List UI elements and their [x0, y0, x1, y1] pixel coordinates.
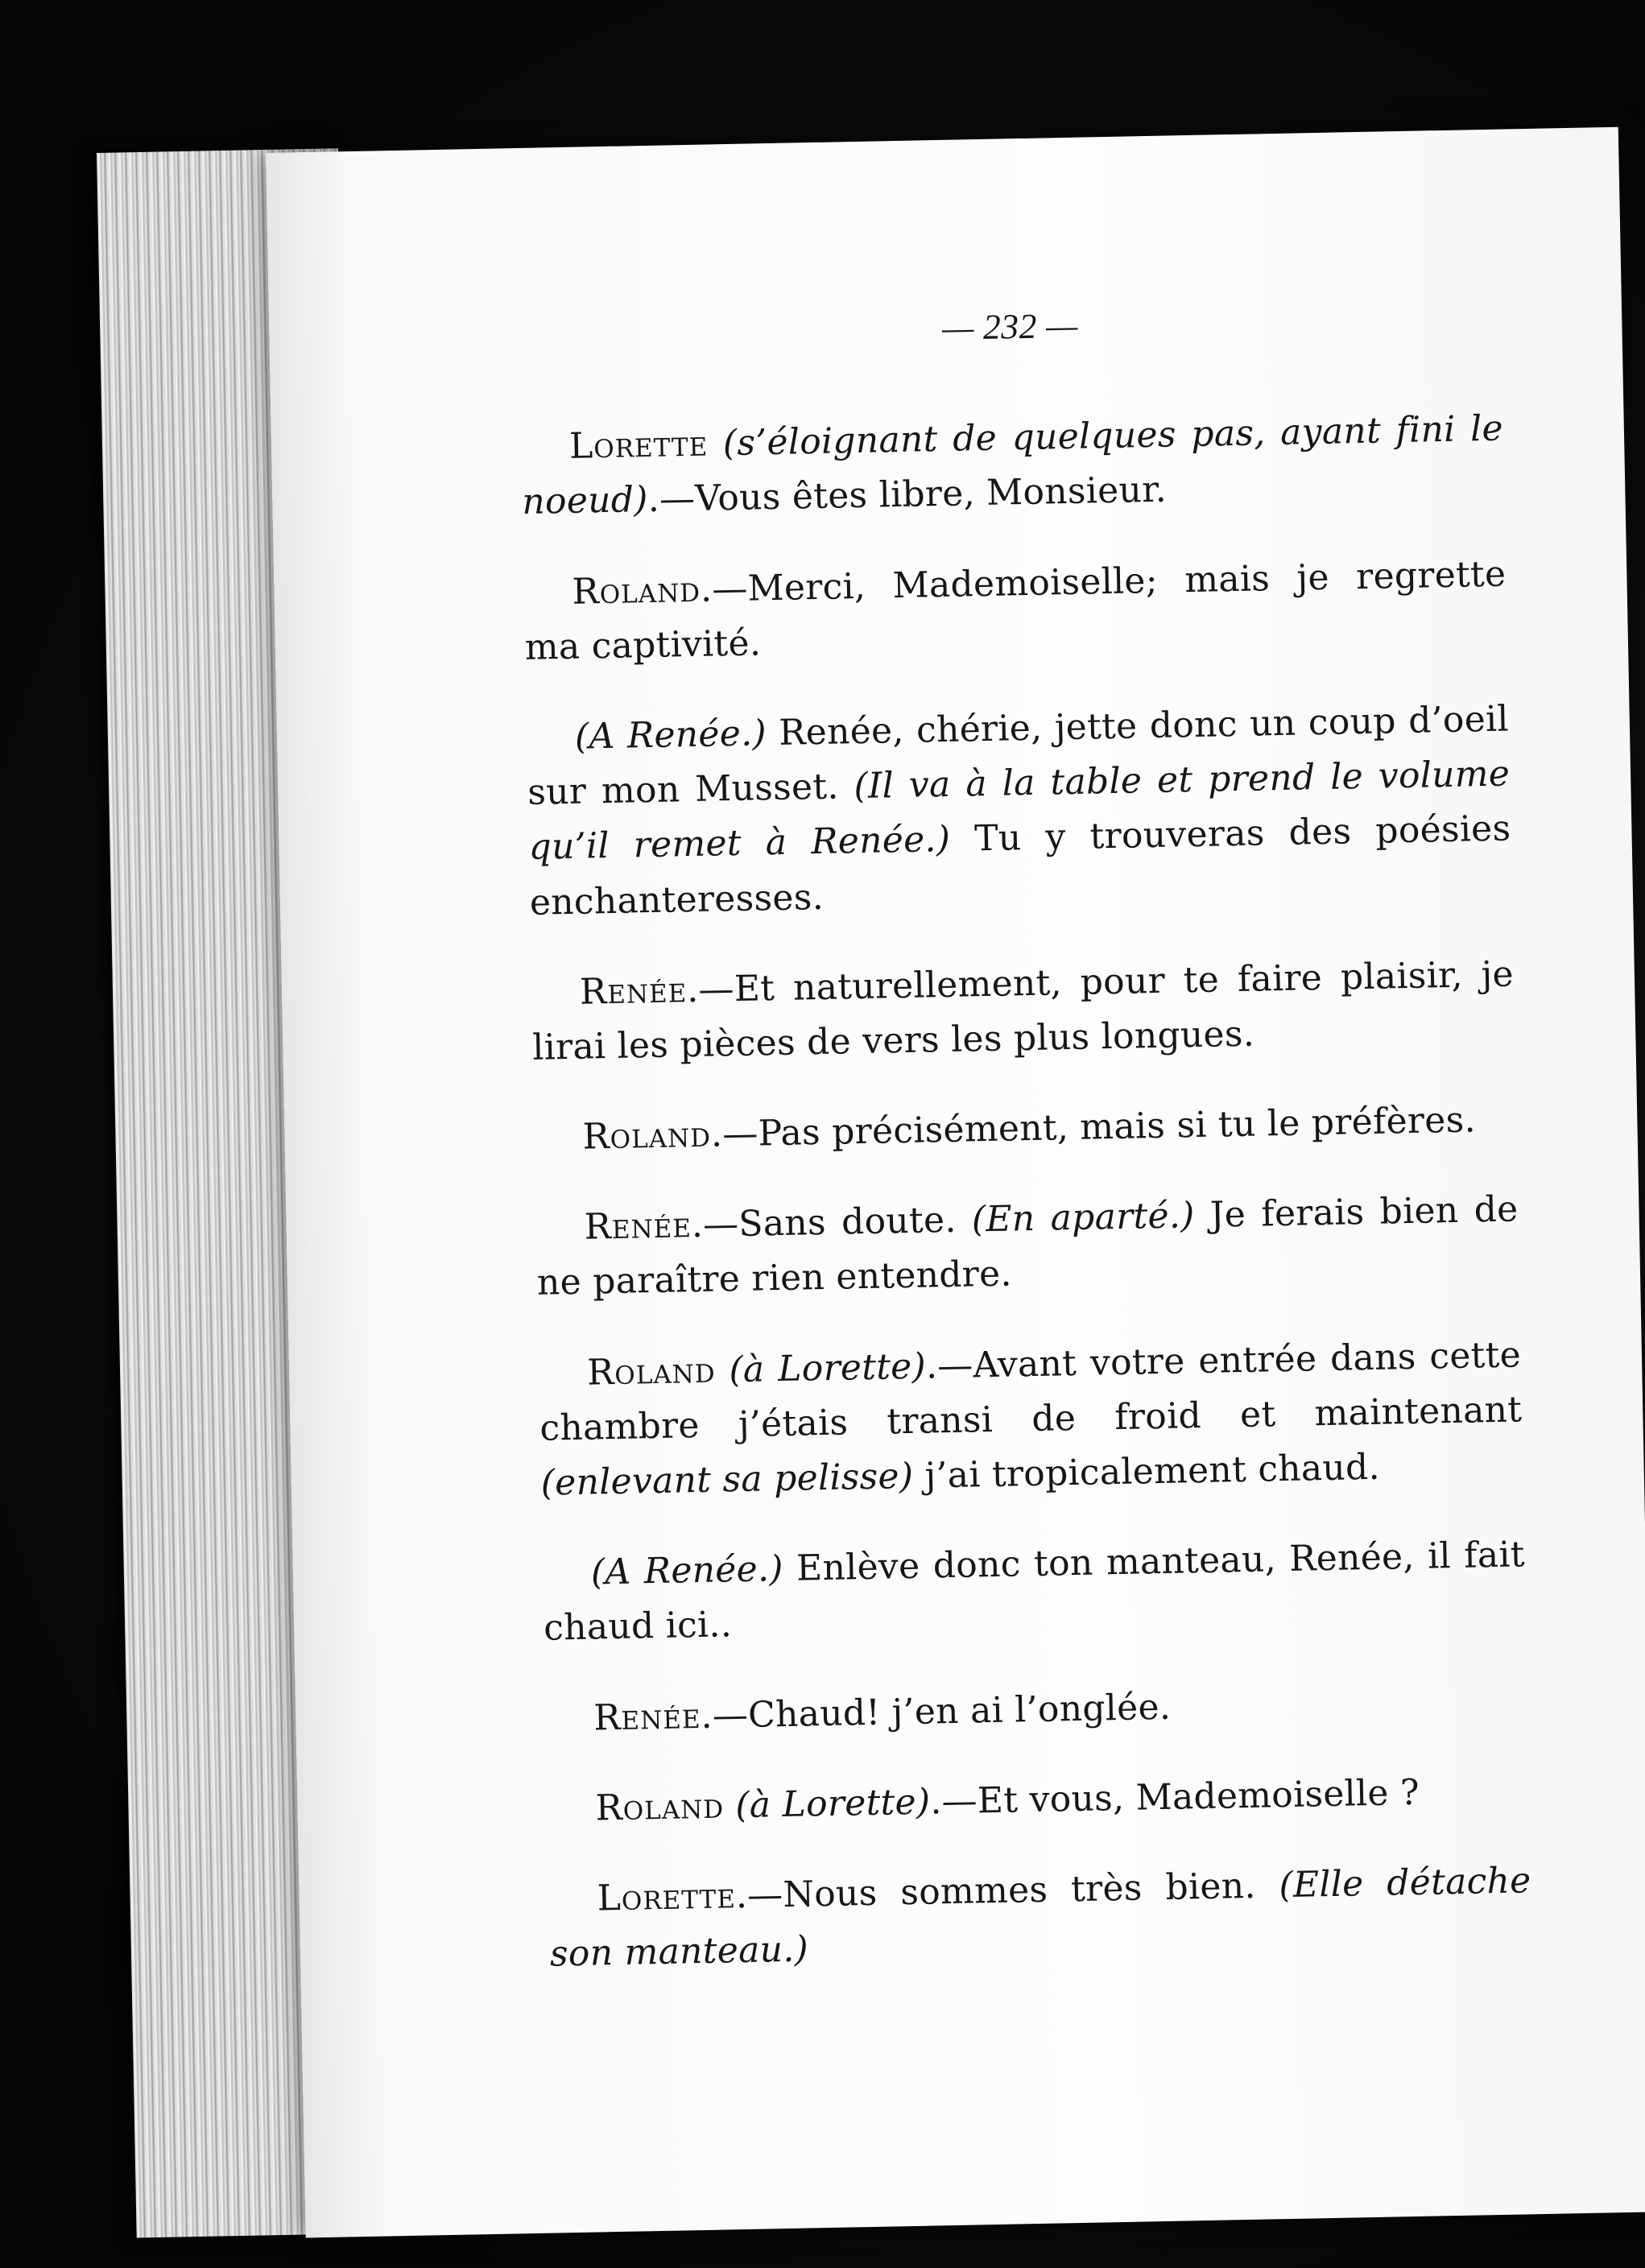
dialogue-text: Enlève donc ton manteau, Renée, il fait chaud ici.. [543, 1534, 1526, 1650]
speaker-name: Roland [595, 1785, 725, 1829]
page-number: — 232 — [941, 305, 1078, 348]
dialogue-text: .—Vous êtes libre, Monsieur. [647, 469, 1168, 521]
page-text [519, 291, 1534, 2018]
stage-direction: (s’éloignant de quelques pas, ayant fini le noeud) [521, 407, 1504, 523]
speaker-name: Renée [593, 1695, 702, 1739]
dialogue-text: .—Et naturellement, pour te faire plaisir, je lirai les pièces de vers les plus longues. [531, 953, 1515, 1068]
speaker-name: Renée [579, 969, 688, 1013]
speaker-name: Roland [582, 1113, 712, 1158]
speaker-name: Lorette [597, 1875, 737, 1919]
dialogue-paragraph [545, 1673, 1528, 1747]
dialogue-paragraph [542, 1527, 1526, 1656]
stage-direction: (enlevant sa pelisse) [540, 1455, 914, 1504]
stage-direction: (Il va à la table et prend le volume qu’il remet à Renée.) [528, 753, 1511, 869]
dialogue-paragraph [523, 547, 1507, 675]
speaker-name: Roland [586, 1349, 717, 1394]
stage-direction: (A Renée.) [590, 1548, 784, 1593]
dialogue-paragraph [535, 1183, 1519, 1312]
dialogue-paragraph [531, 947, 1515, 1076]
stage-direction: (En aparté.) [971, 1195, 1196, 1241]
dialogue-text: Je ferais bien de ne paraître rien entendre. [536, 1188, 1519, 1304]
dialogue-text: .—Merci, Mademoiselle; mais je regrette ma captivité. [524, 553, 1507, 668]
speaker-name: Roland [572, 568, 701, 613]
stage-direction: (à Lorette) [728, 1345, 927, 1390]
dialogue-text: .—Sans doute. [691, 1199, 973, 1246]
dialogue-text: .—Et vous, Mademoiselle ? [929, 1771, 1420, 1823]
dialogue-paragraph [520, 402, 1504, 531]
book-page [266, 127, 1645, 2238]
dialogue-text: Renée, chérie, jette donc un coup d’oeil sur mon Musset. [527, 698, 1510, 814]
dialogue-paragraph [548, 1853, 1532, 1982]
dialogue-text: .—Avant votre entrée dans cette chambre j’étais transi de froid et maintenant [539, 1333, 1523, 1449]
stage-direction: (à Lorette) [734, 1781, 931, 1826]
speaker-name: Lorette [568, 423, 709, 468]
dialogue-text: .—Chaud! j’en ai l’onglée. [701, 1686, 1172, 1737]
dialogue-paragraph [539, 1328, 1524, 1511]
dialogue-paragraph [547, 1763, 1530, 1837]
dialogue-text: j’ai tropicalement chaud. [912, 1446, 1381, 1497]
dialogue-paragraph [526, 692, 1512, 930]
stage-direction: (A Renée.) [574, 713, 767, 758]
stage-direction: (Elle détache son manteau.) [549, 1860, 1531, 1975]
dialogue-text: .—Nous sommes très bien. [735, 1865, 1279, 1917]
dialogue-text: Tu y trouveras des poésies enchanteresses. [529, 808, 1511, 923]
dialogue-paragraph [534, 1092, 1517, 1166]
dialogue-text: .—Pas précisément, mais si tu le préfères. [710, 1099, 1477, 1155]
speaker-name: Renée [584, 1204, 692, 1248]
